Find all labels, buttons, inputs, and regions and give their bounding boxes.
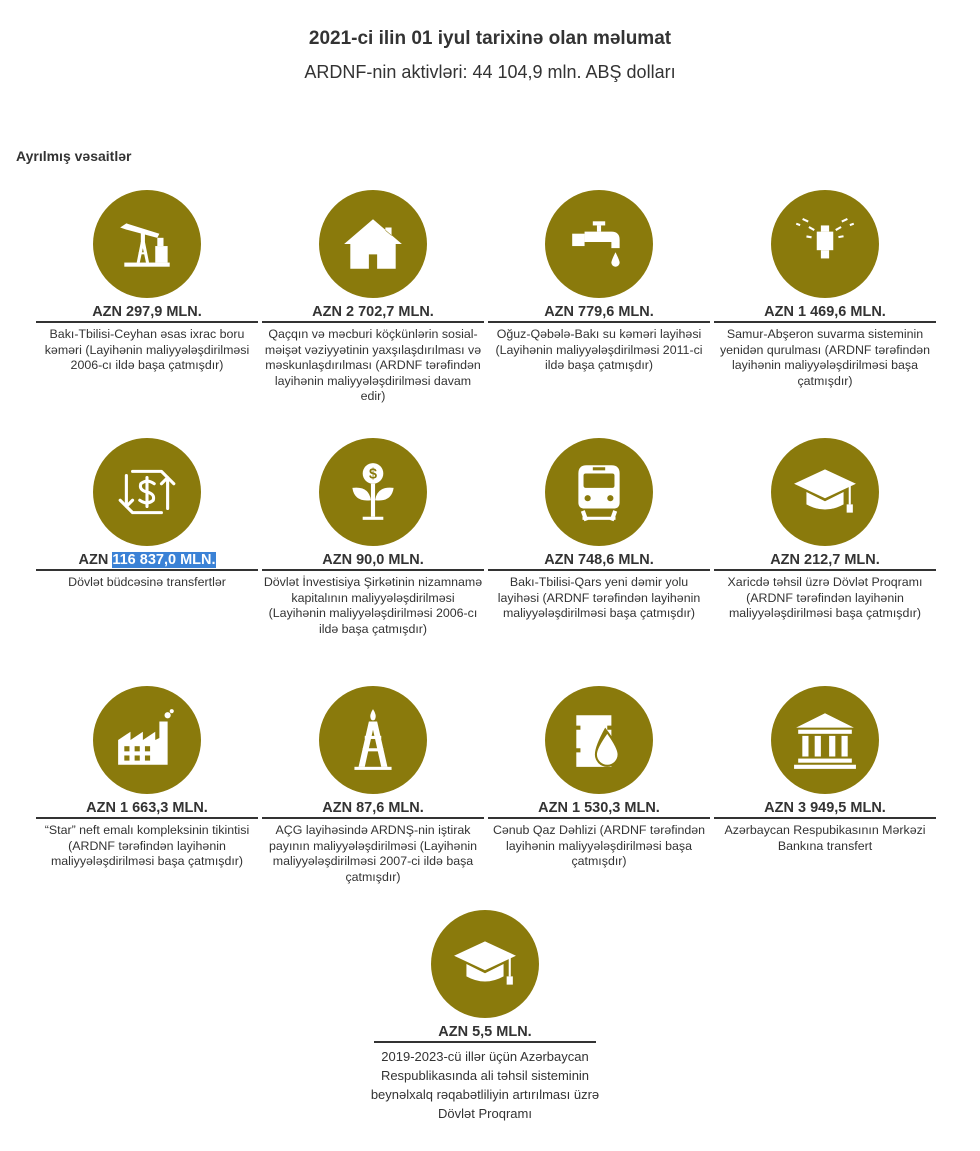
bank-icon [771,686,879,794]
item-amount: AZN 1 530,3 MLN. [488,800,710,819]
gas-barrel-icon [545,686,653,794]
item-amount: AZN 212,7 MLN. [714,552,936,571]
item-amount[interactable] [36,552,258,571]
graduation-cap-icon [771,438,879,546]
item-description: Xaricdə təhsil üzrə Dövlət Proqramı (ARDNF tərəfindən layihənin maliyyələşdirilməsi başa çatmışdır) [727,575,923,620]
train-icon [545,438,653,546]
money-plant-icon [319,438,427,546]
item-amount: AZN 779,6 MLN. [488,304,710,323]
section-label: Ayrılmış vəsaitlər [16,148,132,164]
item-amount: AZN 1 663,3 MLN. [36,800,258,819]
item-amount: AZN 90,0 MLN. [262,552,484,571]
item-description: AÇG layihəsində ARDNŞ-nin iştirak payının maliyyələşdirilməsi (Layihənin maliyyələşdirilməsi 2007-ci ildə başa çatmışdır) [269,823,477,884]
item-amount: AZN 3 949,5 MLN. [714,800,936,819]
factory-icon [93,686,201,794]
item-description: Bakı-Tbilisi-Ceyhan əsas ixrac boru kəməri (Layihənin maliyyələşdirilməsi 2006-cı ildə başa çatmışdır) [44,327,250,372]
item-description: Cənub Qaz Dəhlizi (ARDNF tərəfindən layihənin maliyyələşdirilməsi başa çatmışdır) [492,823,706,868]
item-description: Azərbaycan Respubikasının Mərkəzi Bankına transfert [724,823,926,853]
item-description: “Star” neft emalı kompleksinin tikintisi (ARDNF tərəfindən layihənin maliyyələşdirilməsi başa çatmışdır) [44,823,250,868]
graduation-cap-icon [431,910,539,1018]
item-description: Qaçqın və məcburi köçkünlərin sosial-məişət vəziyyətinin yaxşılaşdırılması və məskunlaşdırılması (ARDNF tərəfindən layihənin maliyyələşdirilməsi davam edir) [264,327,482,403]
page-title: 2021-ci ilin 01 iyul tarixinə olan məlumat [308,28,672,49]
item-amount: AZN 2 702,7 MLN. [262,304,484,323]
item-amount: AZN 748,6 MLN. [488,552,710,571]
item-amount: AZN 297,9 MLN. [36,304,258,323]
item-description: Dövlət İnvestisiya Şirkətinin nizamnamə kapitalının maliyyələşdirilməsi (Layihənin maliyyələşdirilməsi 2006-cı ildə başa çatmışdır) [263,575,483,636]
item-description: 2019-2023-cü illər üçün Azərbaycan Respublikasında ali təhsil sisteminin beynəlxalq rəqabətliliyin artırılması üzrə Dövlət Proqramı [370,1049,600,1121]
item-amount: AZN 5,5 MLN. [374,1024,596,1043]
dollar-transfer-icon [93,438,201,546]
item-description: Dövlət büdcəsinə transfertlər [68,575,226,589]
item-amount: AZN 1 469,6 MLN. [714,304,936,323]
sprinkler-icon [771,190,879,298]
item-amount: AZN 87,6 MLN. [262,800,484,819]
oil-rig-icon [319,686,427,794]
item-description: Oğuz-Qəbələ-Bakı su kəməri layihəsi (Layihənin maliyyələşdirilməsi 2011-ci ildə başa çatmışdır) [495,327,703,372]
oil-pump-icon [93,190,201,298]
selected-text[interactable]: 116 837,0 MLN. [112,552,216,568]
amount-prefix: AZN [78,552,113,568]
item-description: Bakı-Tbilisi-Qars yeni dəmir yolu layihəsi (ARDNF tərəfindən layihənin maliyyələşdirilməsi başa çatmışdır) [497,575,701,620]
water-tap-icon [545,190,653,298]
house-icon [319,190,427,298]
assets-subtitle: ARDNF-nin aktivləri: 44 104,9 mln. ABŞ dolları [304,62,676,82]
item-description: Samur-Abşeron suvarma sisteminin yenidən qurulması (ARDNF tərəfindən layihənin maliyyələşdirilməsi başa çatmışdır) [719,327,931,388]
